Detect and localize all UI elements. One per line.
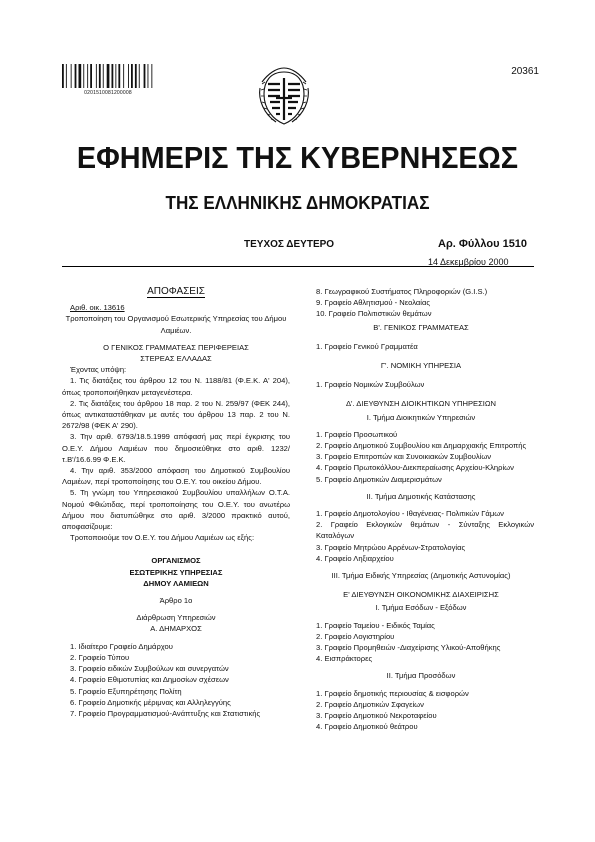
list-item: 9. Γραφείο Αθλητισμού - Νεολαίας: [316, 298, 431, 308]
issue-date: 14 Δεκεμβρίου 2000: [428, 257, 509, 267]
list-item: 3. Γραφείο ειδικών Συμβούλων και συνεργατών: [70, 664, 229, 674]
page-number: 20361: [511, 66, 539, 77]
list-item: 1. Γραφείο Ταμείου - Ειδικός Ταμίας: [316, 620, 435, 630]
list-item: 2. Γραφείο Λογιστηρίου: [316, 631, 395, 641]
list-item: 2. Γραφείο Δημοτικού Συμβουλίου και Δημαρχιακής Επιτροπής: [316, 441, 527, 451]
subsection-heading: ΙΙΙ. Τμήμα Ειδικής Υπηρεσίας (Δημοτικής Αστυνομίας): [331, 571, 511, 581]
barcode-number: 0201510081200008: [84, 90, 132, 96]
article-heading: Άρθρο 1ο: [159, 596, 193, 606]
list-item: 6. Γραφείο Δημοτικής μέριμνας και Αλληλεγγύης: [70, 697, 231, 707]
list-item: 4. Γραφείο Εθιμοτυπίας και Δημοσίων σχέσεων: [70, 675, 229, 685]
organisation-heading-1: ΟΡΓΑΝΙΣΜΟΣ: [151, 556, 201, 566]
gazette-subtitle: ΤΗΣ ΕΛΛΗΝΙΚΗΣ ΔΗΜΟΚΡΑΤΙΑΣ: [165, 193, 430, 213]
section-heading-secretary: Β'. ΓΕΝΙΚΟΣ ΓΡΑΜΜΑΤΕΑΣ: [373, 322, 469, 332]
section-heading-legal: Γ'. ΝΟΜΙΚΗ ΥΠΗΡΕΣΙΑ: [380, 361, 462, 371]
amendment-line: Τροποποιούμε τον Ο.Ε.Υ. του Δήμου Λαμιέων ως εξής:: [70, 533, 255, 543]
authority-line-2: ΣΤΕΡΕΑΣ ΕΛΛΑΔΑΣ: [140, 354, 212, 364]
list-item: 8. Γεωγραφικού Συστήματος Πληροφοριών (G.I.S.): [316, 287, 488, 296]
section-heading-admin: Δ'. ΔΙΕΥΘΥΝΣΗ ΔΙΟΙΚΗΤΙΚΩΝ ΥΠΗΡΕΣΙΩΝ: [345, 399, 497, 409]
barcode: [62, 64, 154, 88]
list-item: 3. Γραφείο Επιτροπών και Συνοικιακών Συμβουλίων: [316, 452, 492, 462]
consideration-item: 5. Τη γνώμη του Υπηρεσιακού Συμβουλίου υπαλλήλων Ο.Τ.Α. Νομού Φθιώτιδας, περί τροποποίησης του Ο.Ε.Υ. του ανωτέρω Δήμου που διατυπώθηκε στο αριθ. 3/2000 πρακτικό αυτού, αποφασίζουμε:: [62, 488, 290, 532]
list-item: 4. Γραφείο Πρωτοκόλλου-Διεκπεραίωσης Αρχείου-Κληρίων: [316, 463, 514, 473]
list-item: 1. Γραφείο Γενικού Γραμματέα: [316, 341, 418, 351]
subsection-heading: Ι. Τμήμα Διοικητικών Υπηρεσιών: [366, 412, 476, 422]
list-item: 1. Γραφείο Προσωπικού: [316, 429, 398, 439]
organisation-heading-2: ΕΣΩΤΕΡΙΚΗΣ ΥΠΗΡΕΣΙΑΣ: [129, 567, 223, 577]
list-item: 7. Γραφείο Προγραμματισμού-Ανάπτυξης και Στατιστικής: [70, 708, 261, 718]
list-item: 3. Γραφείο Μητρώου Αρρένων-Στρατολογίας: [316, 542, 466, 552]
decision-title: Τροποποίηση του Οργανισμού Εσωτερικής Υπηρεσίας του Δήμου Λαμιέων.: [65, 314, 287, 335]
subsection-heading: ΙΙ. Τμήμα Δημοτικής Κατάστασης: [366, 491, 476, 501]
list-item: 2. Γραφείο Εκλογικών θεμάτων - Σύνταξης Εκλογικών Καταλόγων: [316, 520, 534, 541]
gazette-title: ΕΦΗΜΕΡΙΣ ΤΗΣ ΚΥΒΕΡΝΗΣΕΩΣ: [76, 140, 519, 175]
list-item: 1. Ιδιαίτερο Γραφείο Δημάρχου: [70, 641, 173, 651]
right-column: [308, 286, 534, 733]
list-item: 1. Γραφείο δημοτικής περιουσίας & εισφορών: [316, 688, 469, 698]
list-item: 5. Γραφείο Δημοτικών Διαμερισμάτων: [316, 474, 442, 484]
authority-line-1: Ο ΓΕΝΙΚΟΣ ΓΡΑΜΜΑΤΕΑΣ ΠΕΡΙΦΕΡΕΙΑΣ: [103, 342, 249, 352]
organisation-heading-3: ΔΗΜΟΥ ΛΑΜΙΕΩΝ: [143, 578, 209, 588]
section-heading: ΑΠΟΦΑΣΕΙΣ: [147, 286, 205, 297]
list-item: 3. Γραφείο Δημοτικού Νεκροταφείου: [316, 711, 437, 721]
article-title: Διάρθρωση Υπηρεσιών: [136, 613, 216, 623]
consideration-item: 2. Τις διατάξεις του άρθρου 18 παρ. 2 του Ν. 259/97 (ΦΕΚ 244), όπως αντικαταστάθηκαν με αυτές του άρθρου 13 παρ. 2 του Ν. 2672/98 (ΦΕΚ Α' 290).: [62, 398, 290, 431]
list-item: 2. Γραφείο Τύπου: [70, 652, 130, 662]
subsection-heading: ΙΙ. Τμήμα Προσόδων: [386, 671, 456, 681]
decision-number: Αριθ. οικ. 13616: [70, 303, 125, 313]
list-item: 1. Γραφείο Νομικών Συμβούλων: [316, 380, 425, 390]
issue-series: ΤΕΥΧΟΣ ΔΕΥΤΕΡΟ: [244, 239, 335, 250]
consideration-item: 3. Την αριθ. 6793/18.5.1999 απόφασή μας περί έγκρισης του Ο.Ε.Υ. Δήμου Λαμιέων που δημοσιεύθηκε στο αριθ. 1232/τ.Β'/16.6.99 Φ.Ε.Κ.: [62, 432, 290, 464]
list-item: 1. Γραφείο Δημοτολογίου - Ιθαγένειας- Πολιτικών Γάμων: [316, 509, 504, 519]
list-item: 10. Γραφείο Πολιτιστικών θεμάτων: [316, 309, 432, 319]
list-item: 5. Γραφείο Εξυπηρέτησης Πολίτη: [70, 686, 182, 696]
left-column: [62, 286, 290, 719]
consideration-item: 1. Τις διατάξεις του άρθρου 12 του Ν. 1188/81 (Φ.Ε.Κ. Α' 204), όπως τροποποιήθηκαν μεταγενέστερα.: [62, 376, 290, 397]
greek-coat-of-arms-icon: [256, 64, 312, 128]
issue-number: Αρ. Φύλλου 1510: [438, 238, 528, 250]
subsection-heading: Ι. Τμήμα Εσόδων - Εξόδων: [375, 603, 467, 613]
list-item: 3. Γραφείο Προμηθειών -Διαχείρισης Υλικού-Αποθήκης: [316, 643, 501, 653]
mayor-section-heading: Α. ΔΗΜΑΡΧΟΣ: [150, 624, 202, 634]
considering-line: Έχοντας υπόψη:: [70, 365, 127, 375]
list-item: 2. Γραφείο Δημοτικών Σφαγείων: [316, 699, 424, 709]
section-heading-finance: Ε' ΔΙΕΥΘΥΝΣΗ ΟΙΚΟΝΟΜΙΚΗΣ ΔΙΑΧΕΙΡΙΣΗΣ: [343, 590, 499, 600]
list-item: 4. Εισπράκτορες: [316, 654, 373, 664]
consideration-item: 4. Την αριθ. 353/2000 απόφαση του Δημοτικού Συμβουλίου Λαμιέων, περί τροποποίησης του Ο.Ε.Υ. του οικείου Δήμου.: [62, 466, 290, 487]
list-item: 4. Γραφείο Ληξιαρχείου: [316, 553, 394, 563]
list-item: 4. Γραφείο Δημοτικού θεάτρου: [316, 722, 418, 732]
header-divider: [62, 266, 534, 267]
